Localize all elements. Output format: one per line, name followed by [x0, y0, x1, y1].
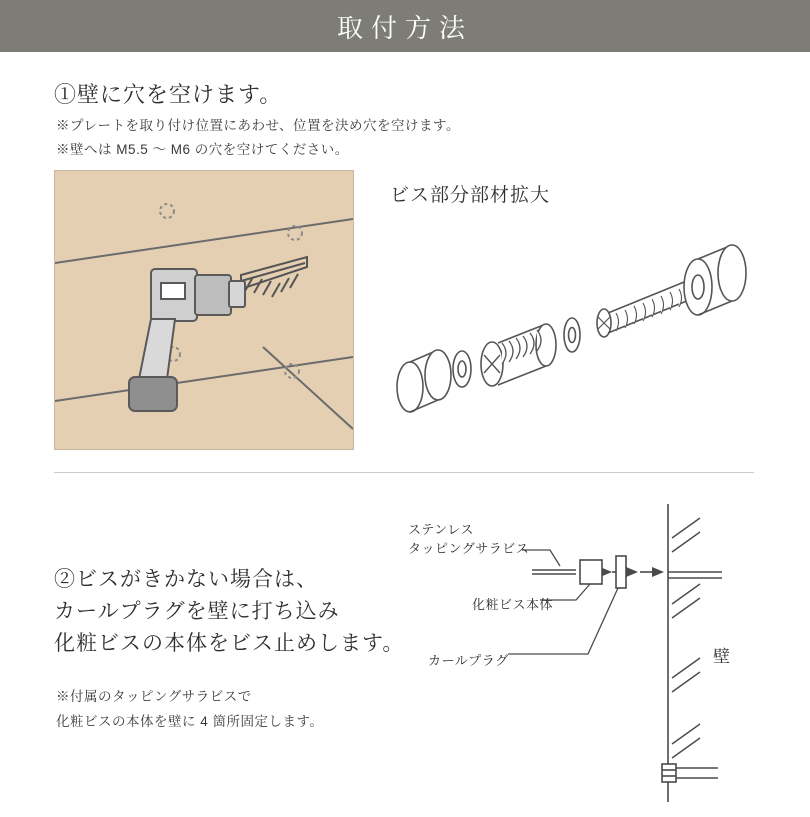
step1-note-2: ※壁へは M5.5 ～ M6 の穴を空けてください。	[56, 142, 349, 157]
section-step-1	[0, 52, 810, 472]
step1-note-1: ※プレートを取り付け位置にあわせ、位置を決め穴を空けます。	[56, 118, 460, 133]
step2-heading-line-1: ②ビスがきかない場合は、	[54, 568, 318, 591]
step2-heading	[54, 564, 404, 660]
step2-note	[56, 684, 323, 734]
label-wall: 壁	[713, 647, 731, 666]
section-step-2	[0, 472, 810, 810]
screw-parts-exploded-illustration	[376, 212, 796, 442]
drill-illustration	[54, 170, 354, 450]
screw-parts-svg	[376, 212, 796, 442]
wall-mount-diagram	[400, 482, 800, 812]
step2-note-line-1: ※付属のタッピングサラビスで	[56, 689, 252, 704]
header-bar	[0, 0, 810, 52]
step2-heading-line-2: カールプラグを壁に打ち込み	[54, 600, 340, 623]
step2-heading-line-3: 化粧ビスの本体をビス止めします。	[54, 632, 405, 655]
step2-note-line-2: 化粧ビスの本体を壁に 4 箇所固定します。	[56, 714, 324, 729]
label-stainless-tapping-screw: ステンレス タッピングサラビス	[408, 522, 530, 556]
drill-illustration-svg	[55, 171, 353, 449]
step1-heading: ①壁に穴を空けます。	[54, 82, 283, 107]
label-screw-body: 化粧ビス本体	[472, 597, 554, 612]
screw-parts-title: ビス部分部材拡大	[390, 185, 551, 206]
page-title: 取付方法	[336, 12, 473, 43]
label-curl-plug: カールプラグ	[428, 653, 509, 668]
